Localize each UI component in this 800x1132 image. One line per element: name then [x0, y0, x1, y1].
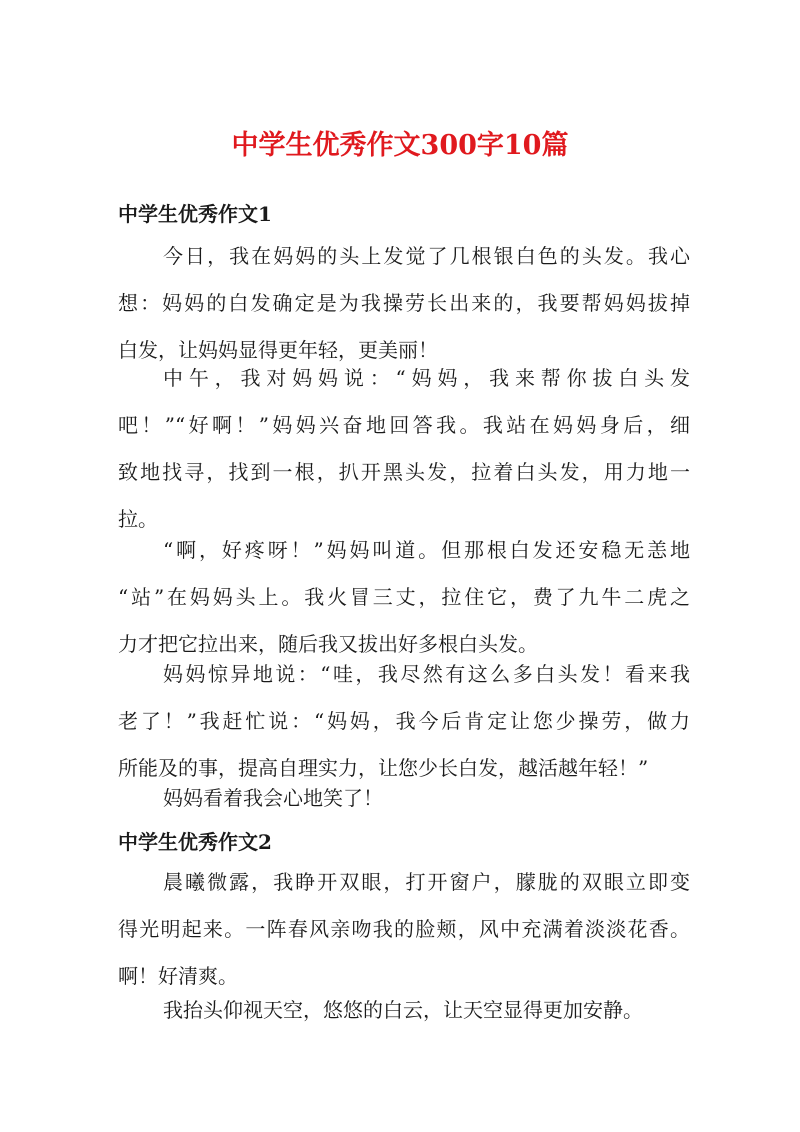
section-heading-1: 中学生优秀作文1 — [118, 202, 272, 226]
text-line: 我抬头仰视天空，悠悠的白云，让天空显得更加安静。 — [163, 998, 643, 1022]
document-title: 中学生优秀作文300字10篇 — [231, 130, 569, 161]
text-line: 力才把它拉出来，随后我又拔出好多根白头发。 — [118, 632, 538, 656]
paragraph — [118, 355, 690, 543]
text-line: 啊！好清爽。 — [118, 964, 238, 988]
text-line: “啊，好疼呀！”妈妈叫道。但那根白发还安稳无恙地 — [163, 538, 690, 562]
text-line: 老了！”我赶忙说：“妈妈，我今后肯定让您少操劳，做力 — [118, 709, 690, 733]
paragraph — [118, 651, 690, 792]
paragraph — [118, 775, 690, 822]
text-line: 今日，我在妈妈的头上发觉了几根银白色的头发。我心 — [163, 244, 690, 268]
text-line: 所能及的事，提高自理实力，让您少长白发，越活越年轻！” — [118, 756, 649, 780]
section-heading-2: 中学生优秀作文2 — [118, 830, 272, 854]
text-line: 吧！”“好啊！”妈妈兴奋地回答我。我站在妈妈身后，细 — [118, 413, 690, 437]
text-line: “站”在妈妈头上。我火冒三丈，拉住它，费了九牛二虎之 — [118, 585, 690, 609]
text-line: 得光明起来。一阵春风亲吻我的脸颊，风中充满着淡淡花香。 — [118, 917, 690, 941]
text-line: 白发，让妈妈显得更年轻，更美丽！ — [118, 338, 438, 362]
text-line: 晨曦微露，我睁开双眼，打开窗户，朦胧的双眼立即变 — [163, 870, 690, 894]
text-line: 中午，我对妈妈说：“妈妈，我来帮你拔白头发 — [163, 366, 690, 390]
text-line: 妈妈看着我会心地笑了！ — [163, 786, 383, 810]
text-line: 妈妈惊异地说：“哇，我尽然有这么多白头发！看来我 — [163, 662, 690, 686]
paragraph — [118, 859, 690, 1000]
paragraph — [118, 987, 690, 1034]
paragraph — [118, 233, 690, 374]
text-line: 拉。 — [118, 507, 158, 531]
text-line: 想：妈妈的白发确定是为我操劳长出来的，我要帮妈妈拔掉 — [118, 291, 690, 315]
paragraph — [118, 527, 690, 668]
text-line: 致地找寻，找到一根，扒开黑头发，拉着白头发，用力地一 — [118, 460, 690, 484]
